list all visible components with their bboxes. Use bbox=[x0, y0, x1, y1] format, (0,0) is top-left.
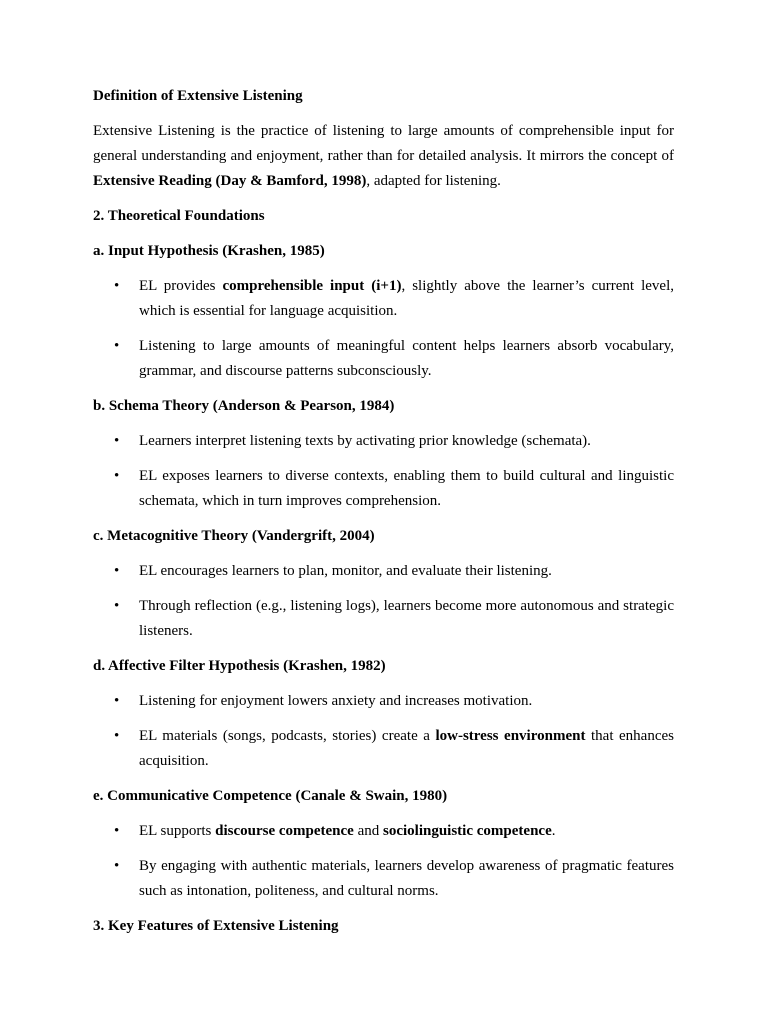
text-run: and bbox=[353, 823, 383, 839]
bullet-list bbox=[93, 274, 674, 384]
section-2-heading: 2. Theoretical Foundations bbox=[93, 208, 265, 224]
text-run: EL materials (songs, podcasts, stories) create a bbox=[139, 728, 436, 744]
text-run: By engaging with authentic materials, learners develop awareness of pragmatic features such as intonation, politeness, and cultural norms. bbox=[139, 858, 674, 899]
text-run: Through reflection (e.g., listening logs), learners become more autonomous and strategic listeners. bbox=[139, 598, 674, 639]
bullet-item bbox=[93, 689, 674, 714]
subsection-heading: d. Affective Filter Hypothesis (Krashen, 1982) bbox=[93, 658, 386, 674]
bullet-dot-icon: • bbox=[114, 468, 120, 484]
bullet-item bbox=[93, 429, 674, 454]
bullet-item bbox=[93, 854, 674, 904]
subsection-heading: e. Communicative Competence (Canale & Swain, 1980) bbox=[93, 788, 448, 804]
text-run: . bbox=[551, 823, 556, 839]
subsection-heading: c. Metacognitive Theory (Vandergrift, 2004) bbox=[93, 528, 375, 544]
text-run: , slightly above the learner’s current level, which is essential for language acquisition. bbox=[139, 278, 675, 319]
bullet-item bbox=[93, 594, 674, 644]
bullet-dot-icon: • bbox=[114, 563, 120, 579]
bullet-item bbox=[93, 464, 674, 514]
bold-text-run: sociolinguistic competence bbox=[383, 823, 552, 839]
bullet-list bbox=[93, 559, 674, 644]
bold-text-run: discourse competence bbox=[215, 823, 354, 839]
text-run: EL provides bbox=[139, 278, 223, 294]
text-run: EL supports bbox=[139, 823, 216, 839]
subsection-heading: a. Input Hypothesis (Krashen, 1985) bbox=[93, 243, 325, 259]
bullet-dot-icon: • bbox=[114, 858, 120, 874]
text-run: EL exposes learners to diverse contexts, enabling them to build cultural and linguistic schemata, which in turn improves comprehension. bbox=[139, 468, 674, 509]
definition-paragraph bbox=[93, 119, 674, 194]
bullet-list bbox=[93, 429, 674, 514]
bullet-dot-icon: • bbox=[114, 598, 120, 614]
text-run: Learners interpret listening texts by activating prior knowledge (schemata). bbox=[139, 433, 591, 449]
bullet-dot-icon: • bbox=[114, 693, 120, 709]
text-run: that enhances acquisition. bbox=[139, 728, 674, 769]
bold-text-run: Extensive Reading (Day & Bamford, 1998) bbox=[93, 173, 367, 189]
bold-text-run: comprehensible input (i+1) bbox=[222, 278, 402, 294]
text-run: EL encourages learners to plan, monitor, and evaluate their listening. bbox=[139, 563, 552, 579]
bullet-dot-icon: • bbox=[114, 433, 120, 449]
text-run: Listening to large amounts of meaningful content helps learners absorb vocabulary, grammar, and discourse patterns subconsciously. bbox=[139, 338, 674, 379]
bullet-item bbox=[93, 724, 674, 774]
document-page bbox=[93, 84, 674, 949]
text-run: Extensive Listening is the practice of listening to large amounts of comprehensible input for general understanding and enjoyment, rather than for detailed analysis. It mirrors the concept of bbox=[93, 123, 674, 164]
bold-text-run: low-stress environment bbox=[435, 728, 586, 744]
subsection-heading: b. Schema Theory (Anderson & Pearson, 1984) bbox=[93, 398, 395, 414]
bullet-list bbox=[93, 819, 674, 904]
bullet-list bbox=[93, 689, 674, 774]
bullet-item bbox=[93, 274, 674, 324]
bullet-dot-icon: • bbox=[114, 338, 120, 354]
subsections-container bbox=[93, 239, 674, 904]
section-3-heading: 3. Key Features of Extensive Listening bbox=[93, 918, 339, 934]
text-run: , adapted for listening. bbox=[366, 173, 501, 189]
text-run: Listening for enjoyment lowers anxiety and increases motivation. bbox=[139, 693, 533, 709]
bullet-dot-icon: • bbox=[114, 823, 120, 839]
bullet-dot-icon: • bbox=[114, 278, 120, 294]
bullet-dot-icon: • bbox=[114, 728, 120, 744]
bullet-item bbox=[93, 334, 674, 384]
bullet-item bbox=[93, 819, 674, 844]
bullet-item bbox=[93, 559, 674, 584]
definition-heading: Definition of Extensive Listening bbox=[93, 88, 303, 104]
